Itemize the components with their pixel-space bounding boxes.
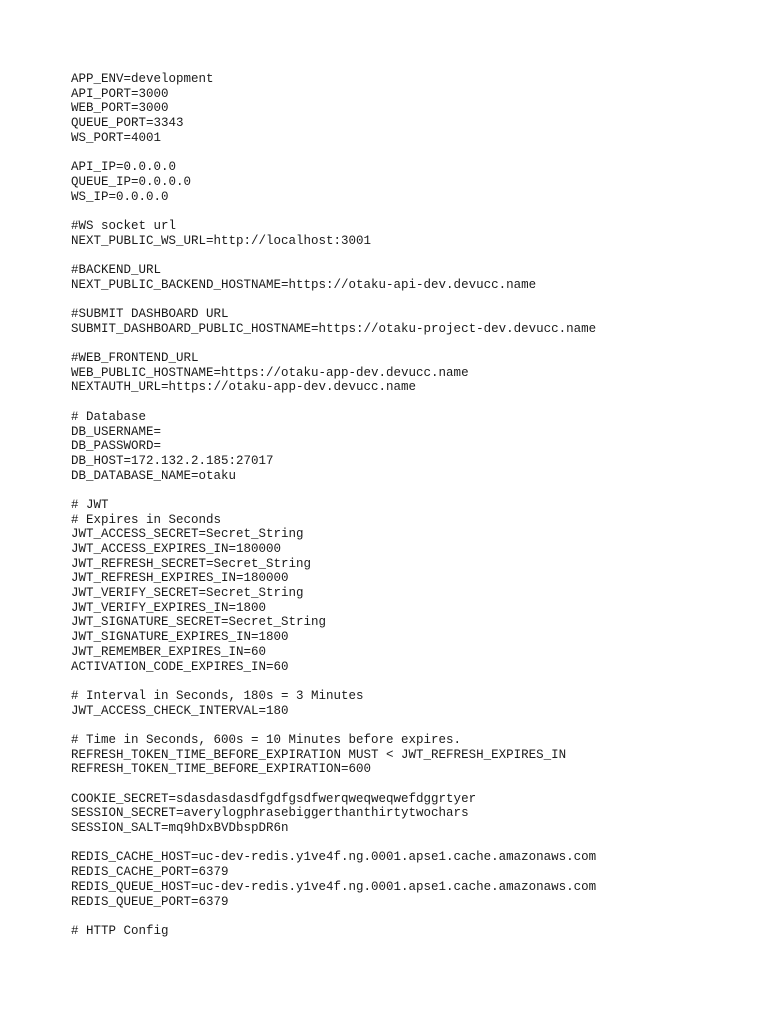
config-line: JWT_ACCESS_SECRET=Secret_String [71, 527, 304, 542]
blank-line [71, 909, 758, 924]
config-line: REDIS_CACHE_PORT=6379 [71, 865, 229, 880]
config-line: REFRESH_TOKEN_TIME_BEFORE_EXPIRATION MUST < JWT_REFRESH_EXPIRES_IN [71, 747, 567, 762]
config-line: DB_DATABASE_NAME=otaku [71, 468, 237, 483]
config-line: JWT_REFRESH_SECRET=Secret_String [71, 556, 312, 571]
config-line: DB_PASSWORD= [71, 439, 162, 454]
blank-line [71, 777, 758, 792]
config-line: WS_PORT=4001 [71, 130, 162, 145]
config-line: SUBMIT_DASHBOARD_PUBLIC_HOSTNAME=https://otaku-project-dev.devucc.name [71, 321, 597, 336]
comment-line: # Expires in Seconds [71, 512, 222, 527]
comment-line: #WS socket url [71, 218, 177, 233]
comment-line: #SUBMIT DASHBOARD URL [71, 307, 229, 321]
env-file-text [71, 72, 758, 939]
blank-line [71, 204, 758, 219]
config-line: REDIS_QUEUE_PORT=6379 [71, 894, 229, 909]
config-line: SESSION_SECRET=averylogphrasebiggerthanthirtytwochars [71, 806, 469, 821]
config-line: NEXTAUTH_URL=https://otaku-app-dev.devucc.name [71, 380, 417, 395]
blank-line [71, 395, 758, 410]
config-line: APP_ENV=development [71, 72, 214, 86]
blank-line [71, 483, 758, 498]
config-line: QUEUE_IP=0.0.0.0 [71, 174, 192, 189]
config-line: REFRESH_TOKEN_TIME_BEFORE_EXPIRATION=600 [71, 762, 372, 777]
blank-line [71, 248, 758, 263]
comment-line: # HTTP Config [71, 923, 169, 938]
config-line: ACTIVATION_CODE_EXPIRES_IN=60 [71, 659, 289, 674]
config-line: REDIS_CACHE_HOST=uc-dev-redis.y1ve4f.ng.0001.apse1.cache.amazonaws.com [71, 850, 597, 865]
config-line: JWT_ACCESS_CHECK_INTERVAL=180 [71, 703, 289, 718]
config-line: JWT_REMEMBER_EXPIRES_IN=60 [71, 644, 267, 659]
config-line: API_IP=0.0.0.0 [71, 160, 177, 175]
comment-line: # Interval in Seconds, 180s = 3 Minutes [71, 688, 364, 703]
config-line: JWT_VERIFY_EXPIRES_IN=1800 [71, 600, 267, 615]
config-line: WEB_PORT=3000 [71, 101, 169, 116]
config-line: JWT_REFRESH_EXPIRES_IN=180000 [71, 571, 289, 586]
config-line: NEXT_PUBLIC_BACKEND_HOSTNAME=https://otaku-api-dev.devucc.name [71, 277, 537, 292]
blank-line [71, 145, 758, 160]
blank-line [71, 292, 758, 307]
config-line: SESSION_SALT=mq9hDxBVDbspDR6n [71, 821, 289, 836]
config-line: JWT_VERIFY_SECRET=Secret_String [71, 586, 304, 601]
blank-line [71, 836, 758, 851]
config-line: DB_USERNAME= [71, 424, 162, 439]
config-line: API_PORT=3000 [71, 86, 169, 101]
blank-line [71, 336, 758, 351]
blank-line [71, 718, 758, 733]
config-line: WS_IP=0.0.0.0 [71, 189, 169, 204]
comment-line: # Time in Seconds, 600s = 10 Minutes before expires. [71, 732, 462, 747]
comment-line: #BACKEND_URL [71, 262, 162, 277]
config-line: WEB_PUBLIC_HOSTNAME=https://otaku-app-dev.devucc.name [71, 365, 469, 380]
config-line: QUEUE_PORT=3343 [71, 116, 184, 131]
comment-line: # JWT [71, 497, 109, 512]
config-line: NEXT_PUBLIC_WS_URL=http://localhost:3001 [71, 233, 372, 248]
comment-line: #WEB_FRONTEND_URL [71, 351, 199, 366]
config-line: REDIS_QUEUE_HOST=uc-dev-redis.y1ve4f.ng.0001.apse1.cache.amazonaws.com [71, 879, 597, 894]
comment-line: # Database [71, 409, 147, 424]
config-line: JWT_ACCESS_EXPIRES_IN=180000 [71, 542, 282, 556]
config-line: COOKIE_SECRET=sdasdasdasdfgdfgsdfwerqweqweqwefdggrtyer [71, 791, 477, 806]
blank-line [71, 674, 758, 689]
config-line: JWT_SIGNATURE_SECRET=Secret_String [71, 615, 327, 630]
config-line: DB_HOST=172.132.2.185:27017 [71, 453, 274, 468]
config-line: JWT_SIGNATURE_EXPIRES_IN=1800 [71, 630, 289, 645]
